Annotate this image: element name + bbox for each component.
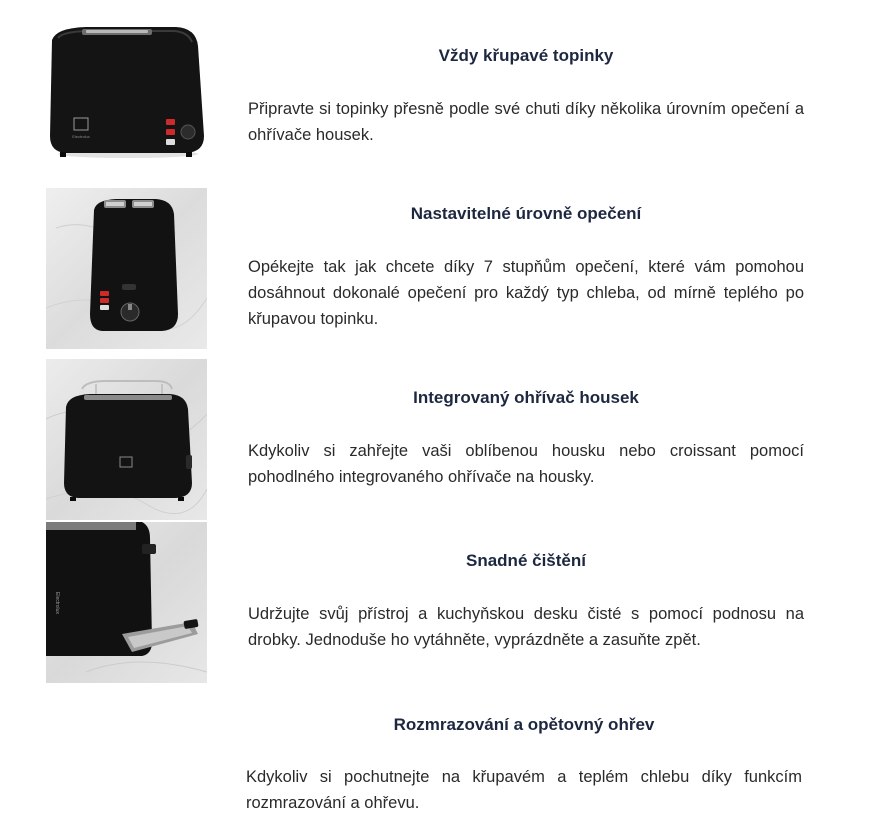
svg-text:Electrolux: Electrolux bbox=[54, 592, 60, 614]
feature-title: Snadné čištění bbox=[466, 551, 586, 570]
feature-description: Opékejte tak jak chcete díky 7 stupňům opečení, které vám pomohou dosáhnout dokonalé opečení pro každý typ chleba, od mírně teplého po křupavou topinku. bbox=[248, 258, 804, 328]
feature-description: Připravte si topinky přesně podle své chuti díky několika úrovním opečení a ohřívače housek. bbox=[248, 100, 804, 144]
toaster-crumb-tray-icon bbox=[46, 522, 207, 683]
feature-title: Vždy křupavé topinky bbox=[438, 46, 614, 65]
toaster-front-image bbox=[46, 18, 207, 179]
feature-description: Kdykoliv si zahřejte vaši oblíbenou housku nebo croissant pomocí pohodlného integrovaného ohřívače na housky. bbox=[248, 442, 804, 486]
feature-title: Nastavitelné úrovně opečení bbox=[410, 204, 642, 223]
toaster-side-image bbox=[46, 188, 207, 349]
toaster-side-controls-icon bbox=[46, 188, 207, 349]
feature-description: Kdykoliv si pochutnejte na křupavém a teplém chlebu díky funkcím rozmrazování a ohřevu. bbox=[246, 768, 802, 812]
feature-description: Udržujte svůj přístroj a kuchyňskou desku čisté s pomocí podnosu na drobky. Jednoduše ho vytáhněte, vyprázdněte a zasuňte zpět. bbox=[248, 605, 804, 649]
feature-title: Rozmrazování a opětovný ohřev bbox=[393, 715, 655, 734]
toaster-crumb-tray-image bbox=[46, 522, 207, 683]
toaster-bun-warmer-icon bbox=[46, 359, 207, 520]
toaster-bun-warmer-image bbox=[46, 359, 207, 520]
feature-title: Integrovaný ohřívač housek bbox=[413, 388, 639, 407]
toaster-front-icon bbox=[46, 18, 207, 179]
brand-logo: Electrolux bbox=[72, 134, 90, 139]
